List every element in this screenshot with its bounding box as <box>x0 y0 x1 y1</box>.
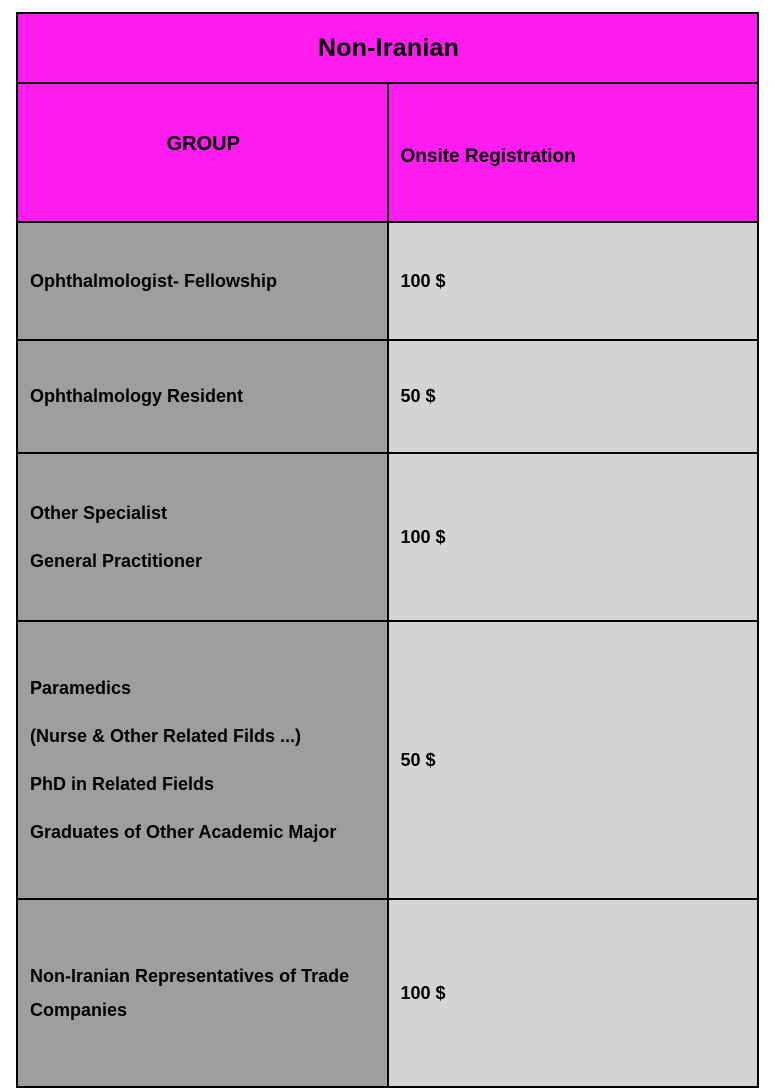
group-line: General Practitioner <box>30 551 203 571</box>
group-cell <box>17 340 388 453</box>
registration-fee-table <box>16 12 759 1088</box>
onsite-price-cell: 100 $ <box>388 899 759 1087</box>
group-cell <box>17 899 388 1087</box>
group-line: Paramedics <box>30 677 132 698</box>
group-cell <box>17 222 388 340</box>
group-cell <box>17 453 388 621</box>
group-line: (Nurse & Other Related Filds ...) <box>30 725 302 746</box>
group-line: Ophthalmology Resident <box>30 386 244 407</box>
table-header-row <box>17 83 758 222</box>
group-line: Graduates of Other Academic Major <box>30 822 337 843</box>
onsite-price-cell: 100 $ <box>388 453 759 621</box>
table-title: Non-Iranian <box>17 13 758 83</box>
group-line: Other Specialist <box>30 502 168 523</box>
group-line: PhD in Related Fields <box>30 774 215 794</box>
column-header-group: GROUP <box>17 83 388 222</box>
onsite-price-cell: 50 $ <box>388 340 759 453</box>
onsite-price-cell: 100 $ <box>388 222 759 340</box>
table-row <box>17 453 758 621</box>
column-header-onsite-registration: Onsite Registration <box>388 83 759 222</box>
group-line: Ophthalmologist- Fellowship <box>30 270 277 291</box>
table-row <box>17 222 758 340</box>
group-line: Non-Iranian Representatives of Trade Companies <box>30 965 350 1020</box>
table-row <box>17 899 758 1087</box>
table-row <box>17 621 758 899</box>
onsite-price-cell: 50 $ <box>388 621 759 899</box>
group-cell <box>17 621 388 899</box>
table-title-row <box>17 13 758 83</box>
table-row <box>17 340 758 453</box>
